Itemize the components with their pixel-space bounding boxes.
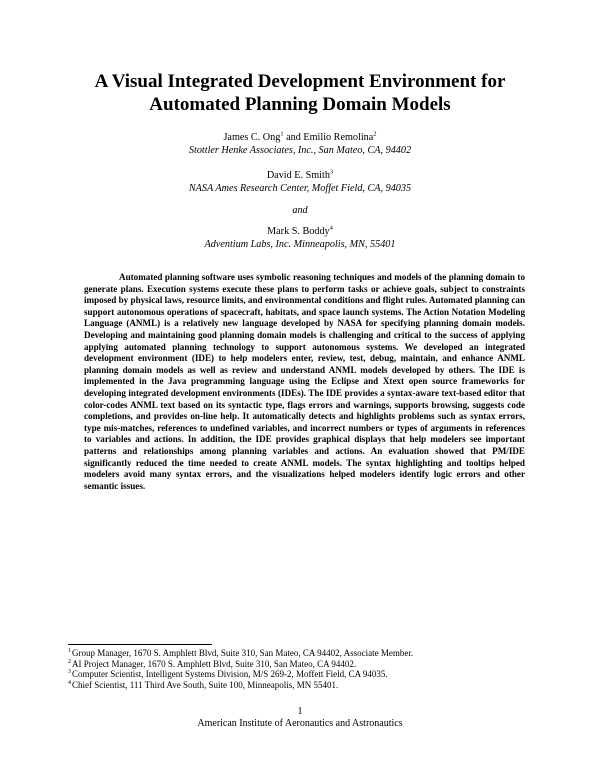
author-block-2 [0,169,600,195]
footnote-text: AI Project Manager, 1670 S. Amphlett Blvd, Suite 310, San Mateo, CA 94402. [72,658,357,669]
footnote-item [68,648,538,659]
author-affiliation: Adventium Labs, Inc. Minneapolis, MN, 55401 [204,239,396,250]
footnote-divider [68,644,212,645]
title-line-2: Automated Planning Domain Models [149,94,451,115]
author-names [0,225,600,238]
footnote-item [68,669,538,680]
title-line-1: A Visual Integrated Development Environment for [94,71,506,92]
footnote-marker: 4 [329,224,333,232]
footnotes [68,648,538,690]
author-name: David E. Smith [266,170,330,181]
and-text: and [292,205,308,216]
page-number: 1 [297,706,303,717]
footnote-number: 1 [68,648,71,654]
author-name: Mark S. Boddy [267,226,330,237]
footnote-number: 2 [68,658,71,665]
footnote-item [68,680,538,691]
footnote-marker: 2 [373,130,377,138]
abstract: Automated planning software uses symbolic reasoning techniques and models of the planning domain to generate plans. Execution systems execute these plans to perform tasks or achieve goals, subject to constraints imposed by physical laws, resource limits, and environmental conditions and flight rules. Automated planning can support autonomous operations of spacecraft, habitats, and space launch systems. The Action Notation Modeling Language (ANML) is a relatively new language developed by NASA for specifying planning domain models. Developing and maintaining good planning domain models is challenging and critical to the success of applying applying automated planning technology to support autonomous systems. We developed an integrated development environment (IDE) to help modelers enter, review, test, debug, maintain, and enhance ANML planning domain models as well as review and understand ANML models developed by others. The IDE is implemented in the Java programming language using the Eclipse and Xtext open source frameworks for developing integrated development environments (IDEs). The IDE provides a syntax-aware text-based editor that color-codes ANML text based on its syntactic type, flags errors and warnings, supports browsing, suggests code completions, and provides on-line help. It automatically detects and highlights problems such as syntax errors, type mis-matches, references to undefined variables, and incorrect numbers or types of arguments in references to variables and actions. In addition, the IDE provides graphical displays that help modelers see important patterns and relationships among planning variables and actions. An evaluation showed that PM/IDE significantly reduced the time needed to create ANML models. The syntax highlighting and tooltips helped modelers avoid many syntax errors, and the visualizations helped modelers identify logic errors and other semantic issues. [84,272,525,491]
footnote-text: Group Manager, 1670 S. Amphlett Blvd, Suite 310, San Mateo, CA 94402, Associate Member. [72,648,414,658]
and-separator [0,204,600,217]
paper-title [0,70,600,116]
author-block-1 [0,131,600,157]
author-name: James C. Ong [223,132,281,143]
footnote-text: Chief Scientist, 111 Third Ave South, Suite 100, Minneapolis, MN 55401. [72,679,339,690]
footnote-number: 3 [68,669,71,676]
author-block-3 [0,225,600,251]
page-footer: American Institute of Aeronautics and Astronautics [197,718,403,729]
footnote-number: 4 [68,679,71,686]
footnote-text: Computer Scientist, Intelligent Systems Division, M/S 269-2, Moffett Field, CA 94035. [72,669,388,680]
author-names [0,131,600,144]
author-names [0,169,600,182]
footnote-marker: 3 [329,168,334,176]
author-affiliation: NASA Ames Research Center, Moffet Field, CA, 94035 [188,183,412,194]
author-name: and Emilio Remolina [283,132,374,143]
author-affiliation: Stottler Henke Associates, Inc., San Mateo, CA, 94402 [188,145,412,156]
footnote-item [68,659,538,670]
footnote-marker: 1 [280,130,284,138]
